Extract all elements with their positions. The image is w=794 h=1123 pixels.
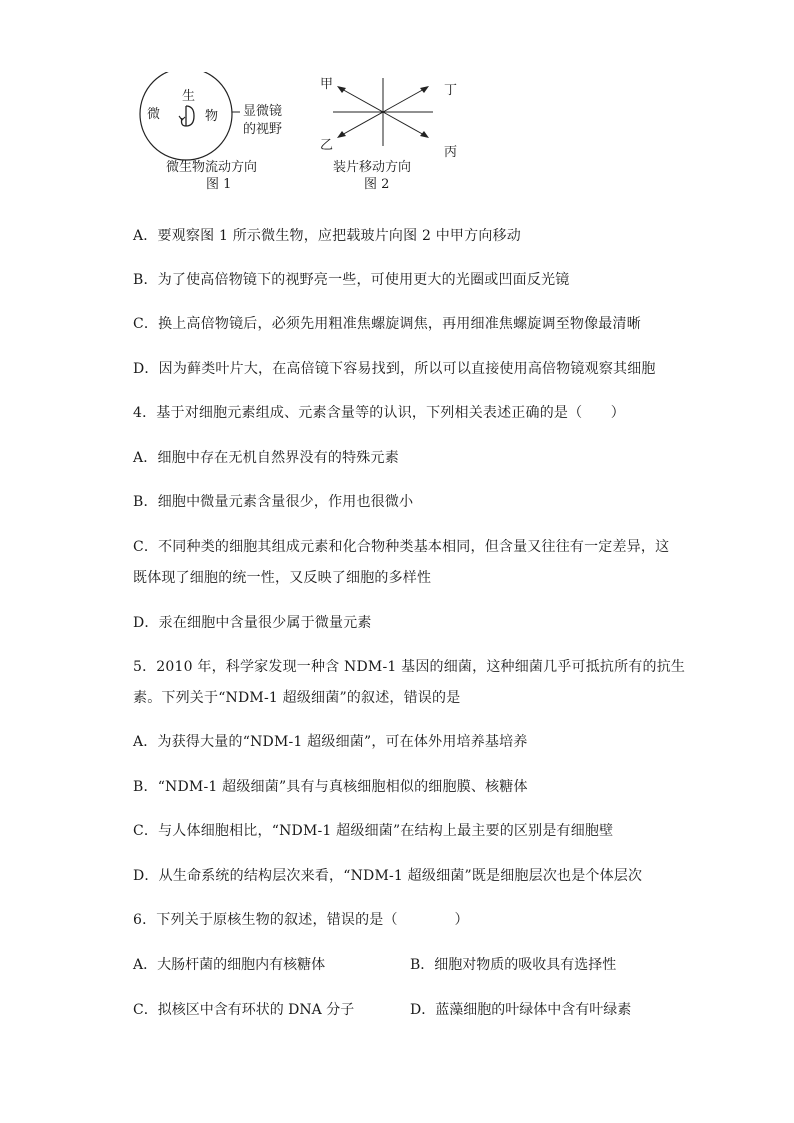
figure2-caption: 装片移动方向 bbox=[333, 160, 412, 175]
arrow-ding bbox=[383, 88, 426, 112]
q4-stem: 4．基于对细胞元素组成、元素含量等的认识，下列相关表述正确的是（ ） bbox=[133, 405, 625, 421]
arrow-bing bbox=[383, 112, 426, 136]
figure1-label-wei: 微 bbox=[147, 107, 161, 122]
figure2-label-yi: 乙 bbox=[320, 138, 334, 153]
figure2-number: 图 2 bbox=[364, 177, 390, 192]
figure1-caption: 微生物流动方向 bbox=[166, 160, 258, 175]
arrow-bing-head bbox=[420, 131, 429, 138]
arrow-ding-head bbox=[420, 86, 429, 93]
figures-area bbox=[128, 72, 488, 197]
q5-stem-line2: 素。下列关于“NDM-1 超级细菌”的叙述，错误的是 bbox=[133, 690, 461, 706]
q6-option-b: B．细胞对物质的吸收具有选择性 bbox=[410, 957, 617, 973]
q4-option-b: B．细胞中微量元素含量很少，作用也很微小 bbox=[133, 494, 414, 510]
q3-option-b: B．为了使高倍物镜下的视野亮一些，可使用更大的光圈或凹面反光镜 bbox=[133, 272, 570, 288]
q6-stem: 6．下列关于原核生物的叙述，错误的是（ ） bbox=[133, 912, 469, 928]
q4-option-d: D．汞在细胞中含量很少属于微量元素 bbox=[133, 615, 372, 631]
q3-option-d: D．因为藓类叶片大，在高倍镜下容易找到，所以可以直接使用高倍物镜观察其细胞 bbox=[133, 361, 656, 377]
arrow-jia-head bbox=[337, 86, 346, 93]
q5-option-c: C．与人体细胞相比，“NDM-1 超级细菌”在结构上最主要的区别是有细胞壁 bbox=[133, 823, 614, 839]
figure2-label-ding: 丁 bbox=[444, 83, 458, 98]
q5-stem-line1: 5．2010 年，科学家发现一种含 NDM-1 基因的细菌，这种细菌几乎可抵抗所有的抗生 bbox=[133, 659, 686, 675]
arrow-yi bbox=[340, 112, 383, 136]
figure1-number: 图 1 bbox=[206, 177, 232, 192]
figure2-label-jia: 甲 bbox=[320, 77, 334, 92]
q3-option-a: A．要观察图 1 所示微生物，应把载玻片向图 2 中甲方向移动 bbox=[133, 228, 521, 244]
q4-option-c-line2: 既体现了细胞的统一性，又反映了细胞的多样性 bbox=[133, 570, 432, 586]
figure1-label-wu: 物 bbox=[205, 109, 219, 124]
arrow-yi-head bbox=[337, 131, 346, 138]
q6-option-d: D．蓝藻细胞的叶绿体中含有叶绿素 bbox=[410, 1002, 632, 1018]
q5-option-d: D．从生命系统的结构层次来看，“NDM-1 超级细菌”既是细胞层次也是个体层次 bbox=[133, 868, 643, 884]
q4-option-c-line1: C．不同种类的细胞其组成元素和化合物种类基本相同，但含量又往往有一定差异，这 bbox=[133, 539, 670, 555]
figure1-callout-line2: 的视野 bbox=[243, 122, 283, 137]
figure1-label-sheng: 生 bbox=[182, 89, 196, 104]
figure2-label-bing: 丙 bbox=[444, 145, 458, 160]
figure1-callout-line1: 显微镜 bbox=[243, 104, 283, 119]
q6-option-c: C．拟核区中含有环状的 DNA 分子 bbox=[133, 1002, 355, 1018]
q5-option-b: B．“NDM-1 超级细菌”具有与真核细胞相似的细胞膜、核糖体 bbox=[133, 779, 528, 795]
q5-option-a: A．为获得大量的“NDM-1 超级细菌”，可在体外用培养基培养 bbox=[133, 734, 528, 750]
q4-option-a: A．细胞中存在无机自然界没有的特殊元素 bbox=[133, 450, 399, 466]
q6-option-a: A．大肠杆菌的细胞内有核糖体 bbox=[133, 957, 326, 973]
q3-option-c: C．换上高倍物镜后，必须先用粗准焦螺旋调焦，再用细准焦螺旋调至物像最清晰 bbox=[133, 316, 641, 332]
microbe-flow-icon bbox=[182, 106, 195, 126]
arrow-jia bbox=[340, 88, 383, 112]
